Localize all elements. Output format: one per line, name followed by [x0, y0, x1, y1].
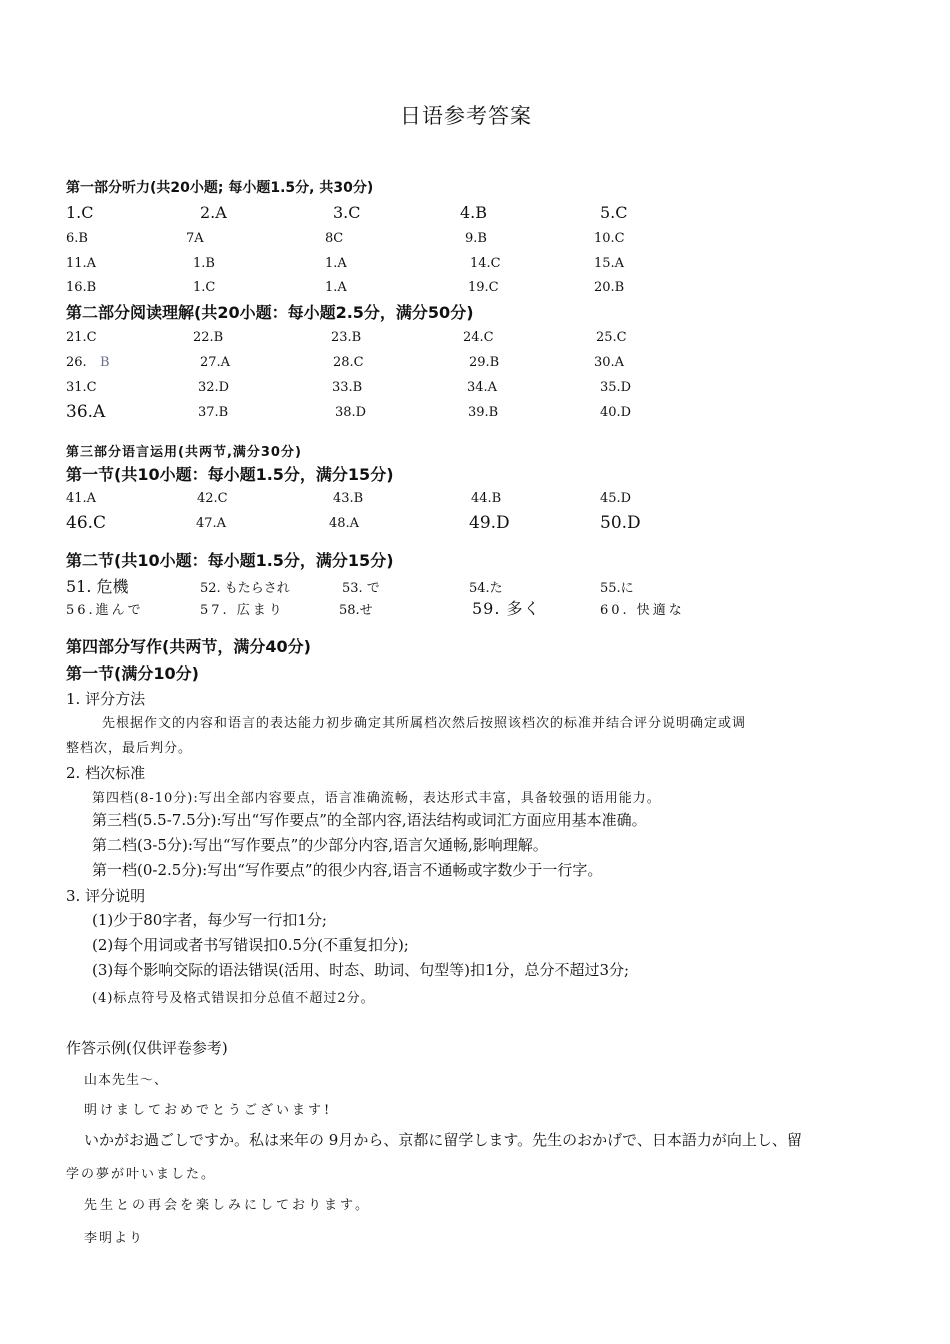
answer-19: 19.C	[468, 280, 499, 295]
scoring-note-3: (3)每个影响交际的语法错误(活用、时态、助词、句型等)扣1分，总分不超过3分;	[92, 961, 630, 979]
answer-12: 1.B	[193, 256, 215, 271]
answer-60: 60. 快適な	[600, 603, 685, 618]
answer-59: 59. 多く	[472, 599, 541, 618]
answer-26-value: B	[100, 355, 110, 370]
answer-40: 40.D	[600, 405, 632, 420]
answer-57: 57. 広まり	[200, 603, 285, 618]
answer-3: 3.C	[333, 203, 361, 222]
scoring-method-title: 1. 评分方法	[66, 690, 146, 708]
part2-heading: 第二部分阅读理解(共20小题：每小题2.5分，满分50分)	[66, 303, 474, 322]
answer-18: 1.A	[325, 280, 347, 295]
answer-53: 53. で	[342, 581, 380, 596]
answer-2: 2.A	[200, 203, 227, 222]
answer-25: 25.C	[596, 330, 627, 345]
answer-52: 52. もたらされ	[200, 581, 290, 596]
answer-33: 33.B	[332, 380, 363, 395]
answer-17: 1.C	[193, 280, 216, 295]
answer-49: 49.D	[469, 513, 510, 533]
answer-8: 8C	[325, 231, 344, 246]
answer-13: 1.A	[325, 256, 347, 271]
answer-51: 51. 危機	[66, 577, 129, 596]
answer-15: 15.A	[594, 256, 625, 271]
grade-level-3: 第三档(5.5-7.5分):写出“写作要点”的全部内容,语法结构或词汇方面应用基本准确。	[92, 811, 647, 829]
part1-heading: 第一部分听力(共20小题; 每小题1.5分, 共30分)	[66, 180, 374, 196]
answer-11: 11.A	[66, 256, 97, 271]
example-salutation: 山本先生〜、	[84, 1073, 169, 1088]
scoring-note-1: (1)少于80字者，每少写一行扣1分;	[92, 911, 327, 929]
answer-44: 44.B	[471, 491, 502, 506]
answer-10: 10.C	[594, 231, 625, 246]
answer-56: 56.進んで	[66, 603, 144, 618]
answer-6: 6.B	[66, 231, 88, 246]
answer-28: 28.C	[333, 355, 364, 370]
scoring-note-4: (4)标点符号及格式错误扣分总值不超过2分。	[92, 991, 375, 1006]
answer-1: 1.C	[66, 203, 94, 222]
example-closing: 先生との再会を楽しみにしております。	[84, 1198, 371, 1213]
example-body-line2: 学の夢が叶いました。	[66, 1167, 217, 1182]
answer-29: 29.B	[469, 355, 500, 370]
answer-55: 55.に	[600, 581, 634, 596]
answer-45: 45.D	[600, 491, 632, 506]
scoring-notes-title: 3. 评分说明	[66, 887, 146, 905]
answer-20: 20.B	[594, 280, 625, 295]
part3-section2-heading: 第二节(共10小题：每小题1.5分，满分15分)	[66, 551, 394, 570]
answer-43: 43.B	[333, 491, 364, 506]
part3-heading: 第三部分语言运用(共两节,满分30分)	[66, 445, 302, 460]
answer-14: 14.C	[470, 256, 501, 271]
part3-section1-heading: 第一节(共10小题：每小题1.5分，满分15分)	[66, 465, 394, 484]
answer-16: 16.B	[66, 280, 97, 295]
answer-37: 37.B	[198, 405, 229, 420]
scoring-method-line1: 先根据作文的内容和语言的表达能力初步确定其所属档次然后按照该档次的标准并结合评分说明确定或调	[102, 716, 747, 731]
answer-34: 34.A	[467, 380, 498, 395]
example-body-line1: いかがお過ごしですか。私は来年の 9月から、京都に留学します。先生のおかげで、日本語力が向上し、留	[84, 1131, 802, 1149]
answer-31: 31.C	[66, 380, 97, 395]
scoring-method-line2: 整档次，最后判分。	[66, 741, 193, 756]
answer-21: 21.C	[66, 330, 97, 345]
answer-35: 35.D	[600, 380, 632, 395]
answer-58: 58.せ	[339, 603, 373, 618]
answer-24: 24.C	[463, 330, 494, 345]
answer-5: 5.C	[600, 203, 628, 222]
answer-46: 46.C	[66, 513, 107, 533]
part4-heading: 第四部分写作(共两节，满分40分)	[66, 637, 311, 656]
grade-level-4: 第四档(8-10分):写出全部内容要点，语言准确流畅，表达形式丰富，具备较强的语用能力。	[92, 791, 661, 806]
part4-section1-heading: 第一节(满分10分)	[66, 664, 199, 683]
answer-22: 22.B	[193, 330, 224, 345]
answer-38: 38.D	[335, 405, 367, 420]
example-heading: 作答示例(仅供评卷参考)	[66, 1039, 228, 1057]
answer-27: 27.A	[200, 355, 231, 370]
answer-23: 23.B	[331, 330, 362, 345]
scoring-note-2: (2)每个用词或者书写错误扣0.5分(不重复扣分);	[92, 936, 409, 954]
grade-level-1: 第一档(0-2.5分):写出“写作要点”的很少内容,语言不通畅或字数少于一行字。	[92, 861, 603, 879]
answer-47: 47.A	[196, 516, 227, 531]
grade-standard-title: 2. 档次标准	[66, 764, 146, 782]
page-title: 日语参考答案	[400, 104, 532, 128]
answer-48: 48.A	[329, 516, 360, 531]
answer-7: 7A	[186, 231, 204, 246]
answer-54: 54.た	[469, 581, 503, 596]
example-signature: 李明より	[84, 1231, 145, 1246]
answer-4: 4.B	[460, 203, 488, 222]
answer-39: 39.B	[468, 405, 499, 420]
answer-42: 42.C	[197, 491, 228, 506]
answer-50: 50.D	[600, 513, 641, 533]
answer-30: 30.A	[594, 355, 625, 370]
answer-32: 32.D	[198, 380, 230, 395]
answer-36: 36.A	[66, 402, 106, 422]
answer-9: 9.B	[465, 231, 487, 246]
answer-41: 41.A	[66, 491, 97, 506]
answer-26-number: 26.	[66, 355, 87, 370]
grade-level-2: 第二档(3-5分):写出“写作要点”的少部分内容,语言欠通畅,影响理解。	[92, 836, 548, 854]
example-greeting: 明けましておめでとうございます!	[84, 1103, 333, 1118]
